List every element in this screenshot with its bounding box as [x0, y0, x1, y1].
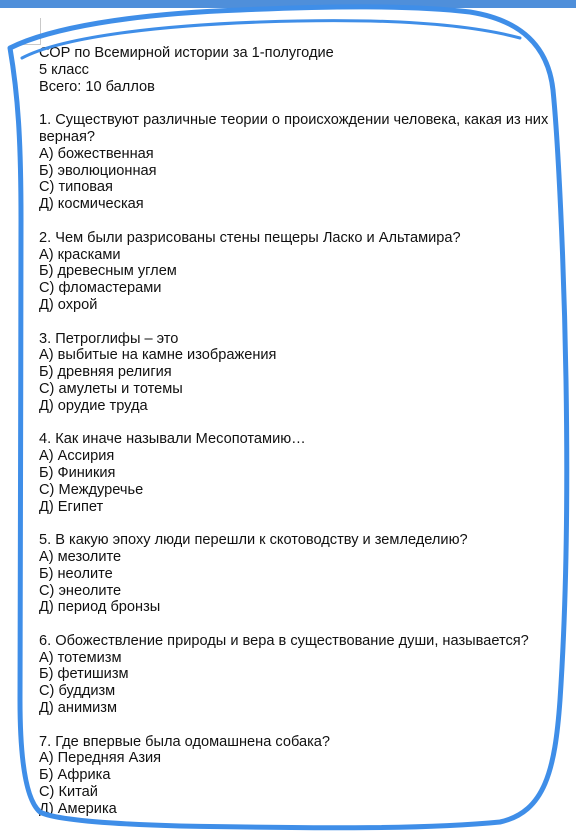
question-text: 7. Где впервые была одомашнена собака?: [39, 733, 331, 750]
option-b: Б) древесным углем: [39, 263, 177, 280]
question-5: [39, 532, 569, 616]
option-c: С) Китай: [39, 784, 98, 801]
question-text: 4. Как иначе называли Месопотамию…: [39, 431, 306, 448]
option-c: С) Междуречье: [39, 481, 144, 498]
option-d: Д) Америка: [39, 800, 117, 817]
option-a: А) Ассирия: [39, 448, 115, 465]
option-d: Д) Египет: [39, 498, 104, 515]
option-a: А) мезолите: [39, 548, 122, 565]
option-c: С) амулеты и тотемы: [39, 380, 183, 397]
question-3: [39, 331, 569, 415]
option-c: С) типовая: [39, 179, 113, 196]
option-d: Д) анимизм: [39, 700, 118, 717]
option-b: Б) неолите: [39, 565, 113, 582]
question-text: 2. Чем были разрисованы стены пещеры Ласко и Альтамира?: [39, 229, 461, 246]
question-7: [39, 734, 569, 818]
document-page: [39, 45, 569, 818]
option-a: А) выбитые на камне изображения: [39, 347, 277, 364]
option-c: С) буддизм: [39, 683, 116, 700]
option-c: С) фломастерами: [39, 280, 162, 297]
option-b: Б) фетишизм: [39, 666, 129, 683]
option-b: Б) эволюционная: [39, 162, 157, 179]
question-text: 3. Петроглифы – это: [39, 330, 179, 347]
option-d: Д) орудие труда: [39, 397, 148, 414]
option-d: Д) период бронзы: [39, 599, 161, 616]
document-title: СОР по Всемирной истории за 1-полугодие: [39, 45, 334, 61]
option-a: А) тотемизм: [39, 649, 122, 666]
total-points-line: Всего: 10 баллов: [39, 78, 155, 95]
option-b: Б) древняя религия: [39, 364, 172, 381]
option-a: А) красками: [39, 246, 121, 263]
option-b: Б) Африка: [39, 767, 111, 784]
option-d: Д) космическая: [39, 196, 144, 213]
question-2: [39, 230, 569, 314]
option-a: А) Передняя Азия: [39, 750, 162, 767]
top-bar: [0, 0, 576, 8]
question-text: 6. Обожествление природы и вера в существование души, называется?: [39, 632, 529, 649]
question-6: [39, 633, 569, 717]
option-a: А) божественная: [39, 145, 154, 162]
option-d: Д) охрой: [39, 296, 98, 313]
option-b: Б) Финикия: [39, 464, 116, 481]
grade-line: 5 класс: [39, 61, 89, 78]
option-c: С) энеолите: [39, 582, 122, 599]
page-corner-mark: [14, 18, 41, 45]
question-text: 5. В какую эпоху люди перешли к скотоводству и земледелию?: [39, 532, 468, 549]
question-4: [39, 431, 569, 515]
question-1: [39, 112, 569, 213]
question-text-continued: верная?: [39, 128, 96, 145]
question-text: 1. Существуют различные теории о происхождении человека, какая из них: [39, 112, 549, 129]
